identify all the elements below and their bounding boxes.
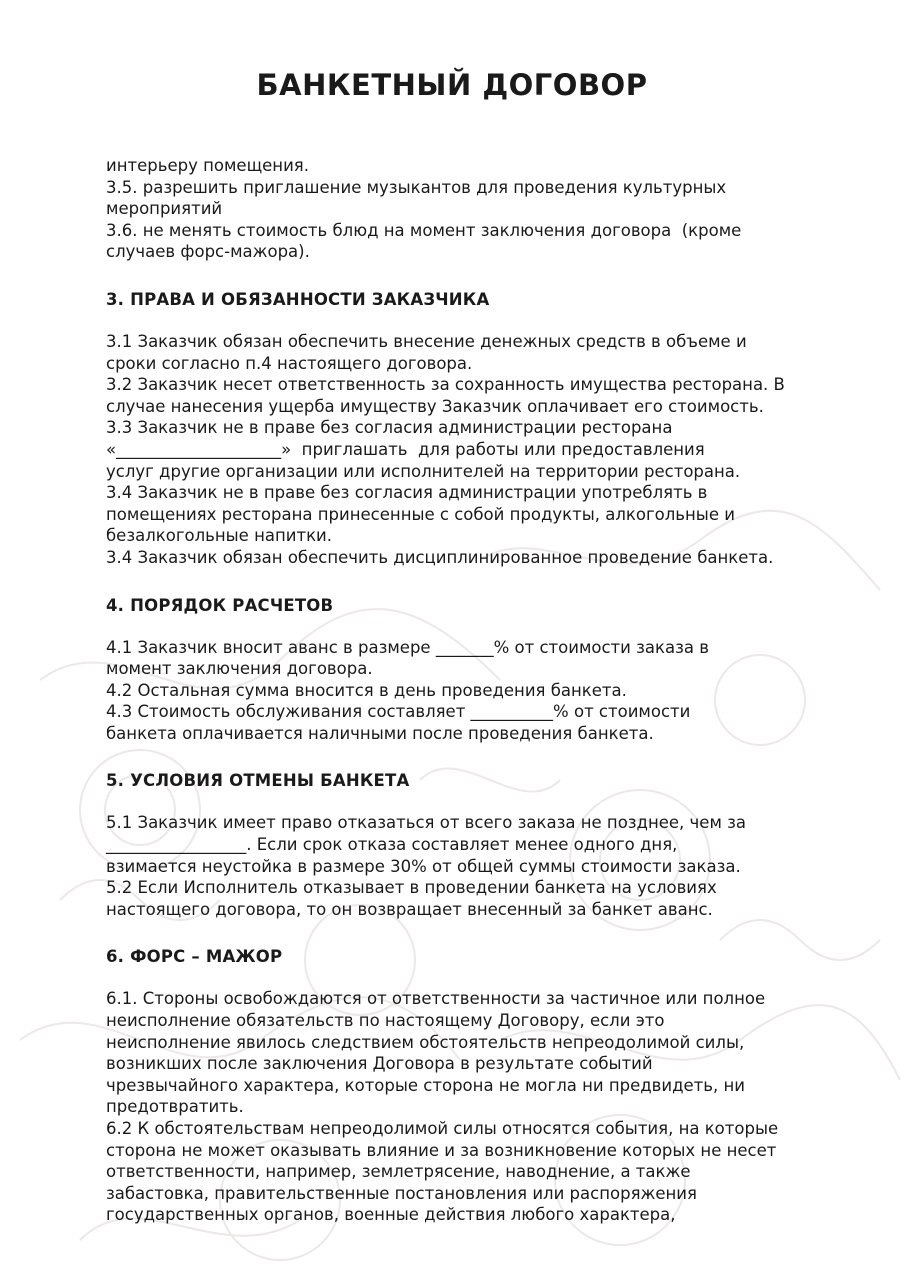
section-line: предотвратить. [106,1097,244,1117]
section-line: _________________. Если срок отказа составляет менее одного дня, [106,835,678,855]
intro-line: интерьеру помещения. [106,156,309,175]
section-line: ответственности, например, землетрясение, наводнение, а также [106,1162,691,1182]
intro-line: 3.6. не менять стоимость блюд на момент заключения договора (кроме [106,220,742,240]
intro-line: случаев форс-мажора). [106,242,310,262]
section-line: 3.4 Заказчик обязан обеспечить дисциплинированное проведение банкета. [106,547,774,567]
section-line: «____________________» приглашать для работы или предоставления [106,439,705,459]
section-line: 4.3 Стоимость обслуживания составляет __________% от стоимости [106,702,691,722]
section-line: 3.1 Заказчик обязан обеспечить внесение денежных средств в объеме и [106,331,747,351]
section-line: банкета оплачивается наличными после проведения банкета. [106,723,654,743]
section-line: 5.1 Заказчик имеет право отказаться от всего заказа не позднее, чем за [106,813,747,833]
section-line: взимается неустойка в размере 30% от общей суммы стоимости заказа. [106,856,741,876]
section-body [106,331,826,569]
section-line: 3.3 Заказчик не в праве без согласия администрации ресторана [106,418,673,438]
section-line: 5.2 Если Исполнитель отказывает в проведении банкета на условиях [106,878,717,898]
document-title: БАНКЕТНЫЙ ДОГОВОР [256,68,648,102]
section-line: 3.4 Заказчик не в праве без согласия администрации употреблять в [106,483,708,503]
section-heading: 3. ПРАВА И ОБЯЗАННОСТИ ЗАКАЗЧИКА [106,289,490,309]
section-line: чрезвычайного характера, которые сторона не могла ни предвидеть, ни [106,1075,746,1095]
section-heading: 5. УСЛОВИЯ ОТМЕНЫ БАНКЕТА [106,771,410,791]
section-line: помещениях ресторана принесенные с собой продукты, алкогольные и [106,504,735,524]
section-line: случае нанесения ущерба имуществу Заказчик оплачивает его стоимость. [106,396,764,416]
section-line: сторона не может оказывать влияние и за возникновение которых не несет [106,1140,777,1160]
section-line: неисполнение явилось следствием обстоятельств непреодолимой силы, [106,1032,745,1052]
section-heading: 4. ПОРЯДОК РАСЧЕТОВ [106,595,334,615]
section-line: неисполнение обязательств по настоящему Договору, если это [106,1011,665,1031]
section-line: момент заключения договора. [106,659,373,679]
section-body [106,988,826,1226]
section-line: безалкогольные напитки. [106,526,333,546]
section-body [106,812,826,920]
section-body [106,637,826,745]
section-line: забастовка, правительственные постановления или распоряжения [106,1183,697,1203]
section-line: 4.1 Заказчик вносит аванс в размере _______% от стоимости заказа в [106,637,709,657]
section-heading: 6. ФОРС – МАЖОР [106,947,283,967]
section-line: 6.2 К обстоятельствам непреодолимой силы относятся события, на которые [106,1119,779,1138]
section-line: государственных органов, военные действия любого характера, [106,1205,676,1225]
document-body [106,155,826,1226]
intro-block [106,155,826,263]
intro-line: мероприятий [106,199,223,219]
section-line: настоящего договора, то он возвращает внесенный за банкет аванс. [106,899,713,919]
intro-line: 3.5. разрешить приглашение музыкантов для проведения культурных [106,177,727,197]
section-line: сроки согласно п.4 настоящего договора. [106,353,473,373]
section-line: услуг другие организации или исполнителей на территории ресторана. [106,461,741,481]
section-line: 4.2 Остальная сумма вносится в день проведения банкета. [106,680,627,700]
section-line: 6.1. Стороны освобождаются от ответственности за частичное или полное [106,989,766,1009]
section-line: возникших после заключения Договора в результате событий [106,1054,653,1074]
section-line: 3.2 Заказчик несет ответственность за сохранность имущества ресторана. В [106,375,785,395]
